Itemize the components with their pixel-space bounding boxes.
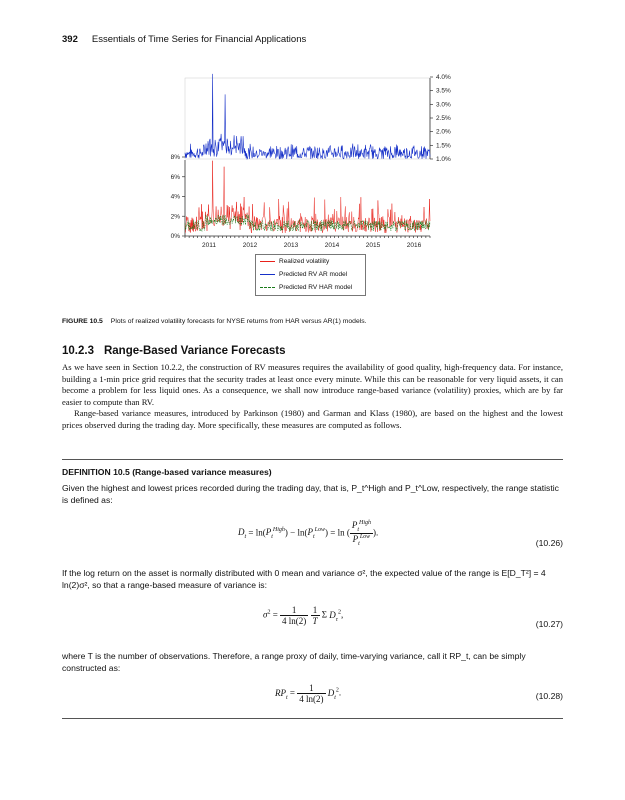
section-number: 10.2.3: [62, 345, 94, 357]
book-title: Essentials of Time Series for Financial Applications: [91, 34, 307, 45]
figure-label: FIGURE 10.5: [62, 318, 103, 325]
legend-har: [260, 282, 352, 294]
ar-ytick-label: 4.0%: [436, 74, 451, 81]
ar-tick-group: [430, 74, 451, 163]
ar-ytick-label: 3.0%: [436, 101, 451, 109]
definition-title: DEFINITION 10.5 (Range-based variance measures): [62, 467, 272, 477]
definition-intro: Given the highest and lowest prices recorded during the trading day, that is, P_t^High and P_t^Low, respectively, the range statistic is defined as:: [62, 483, 559, 505]
ar-ytick-label: 1.0%: [436, 156, 451, 163]
definition-middle: If the log return on the asset is normally distributed with 0 mean and variance σ², the expected value of the range is E[D_T²] = 4 ln(2)σ², so that a range-based measure of variance is:: [62, 568, 546, 590]
rv-xtick-label: 2016: [406, 242, 422, 249]
equation-10-27: $\sigma^2$ = $\frac{1}{4 \ln(2)}$ $\frac{1}{T}$ Σ $D_\tau^2$,: [263, 605, 344, 626]
figure-legend: [255, 254, 366, 296]
section-title: Range-Based Variance Forecasts: [103, 345, 286, 357]
ar-ytick-label: 3.5%: [436, 87, 451, 95]
legend-swatch-realized: [260, 261, 275, 262]
rv-xtick-label: 2013: [283, 242, 299, 249]
rv-xtick-label: 2015: [365, 242, 381, 249]
page-number: 392: [62, 34, 78, 45]
rv-ytick-label: 2%: [170, 213, 180, 221]
paragraph-2: Range-based variance measures, introduced by Parkinson (1980) and Garman and Klass (1980), are based on the highest and the lowest prices observed during the trading day. More specifically, these measures are computed as follows.: [62, 408, 563, 430]
equation-10-28: $RP_t$ = $\frac{1}{4 \ln(2)}$ $D_t^2$.: [275, 683, 342, 704]
rv-xtick-label: 2011: [202, 242, 216, 249]
section-heading: [62, 345, 286, 357]
ar-ytick-label: 2.0%: [436, 128, 451, 136]
legend-swatch-ar: [260, 274, 275, 275]
eq-number-10-28: (10.28): [535, 691, 563, 701]
rv-ytick-label: 0%: [170, 233, 180, 240]
figure-caption: [62, 318, 367, 325]
paragraph-1: As we have seen in Section 10.2.2, the construction of RV measures requires the availability of good quality, high-frequency data. For instance, building a 1-min price grid requires that the security trades at least once every minute. While this can be reasonable for very liquid assets, it can become a problem for less liquid ones. As a consequence, we shall now introduce range-based variance (volatility) proxies, which are by far easier to compute than RV.: [62, 362, 563, 407]
section-body: [62, 362, 563, 432]
ar-ytick-label: 2.5%: [436, 115, 451, 122]
rv-ytick-label: 4%: [170, 193, 180, 201]
legend-ar: [260, 269, 347, 281]
legend-label-har: Predicted RV HAR model: [279, 284, 353, 291]
rv-xtick-label: 2014: [324, 242, 340, 249]
legend-realized: [260, 256, 329, 268]
caption-text: Plots of realized volatility forecasts for NYSE returns from HAR versus AR(1) models.: [110, 318, 367, 325]
equation-10-26: $D_t = \ln(P_t^{High}) - \ln(P_t^{Low}) = \ln$ ( $\frac{P_t^{High}}{P_t^{Low}}$ ).: [238, 520, 379, 547]
definition-after: where T is the number of observations. Therefore, a range proxy of daily, time-varying variance, call it RP_t, can be simply constructed as:: [62, 651, 526, 673]
ar-ytick-label: 1.5%: [436, 142, 451, 150]
definition-top-rule: [62, 459, 563, 460]
legend-label-ar: Predicted RV AR model: [279, 271, 348, 278]
eq-number-10-26: (10.26): [535, 538, 563, 548]
rv-xtick-label: 2012: [242, 242, 258, 249]
legend-label-realized: Realized volatility: [279, 258, 330, 265]
eq-number-10-27: (10.27): [535, 619, 563, 629]
rv-tick-group: [171, 154, 430, 249]
legend-swatch-har: [260, 287, 275, 288]
rv-ytick-label: 6%: [170, 173, 180, 181]
rv-ytick-label: 8%: [170, 154, 180, 161]
ar-series-line: [185, 74, 430, 159]
definition-bottom-rule: [62, 718, 563, 719]
